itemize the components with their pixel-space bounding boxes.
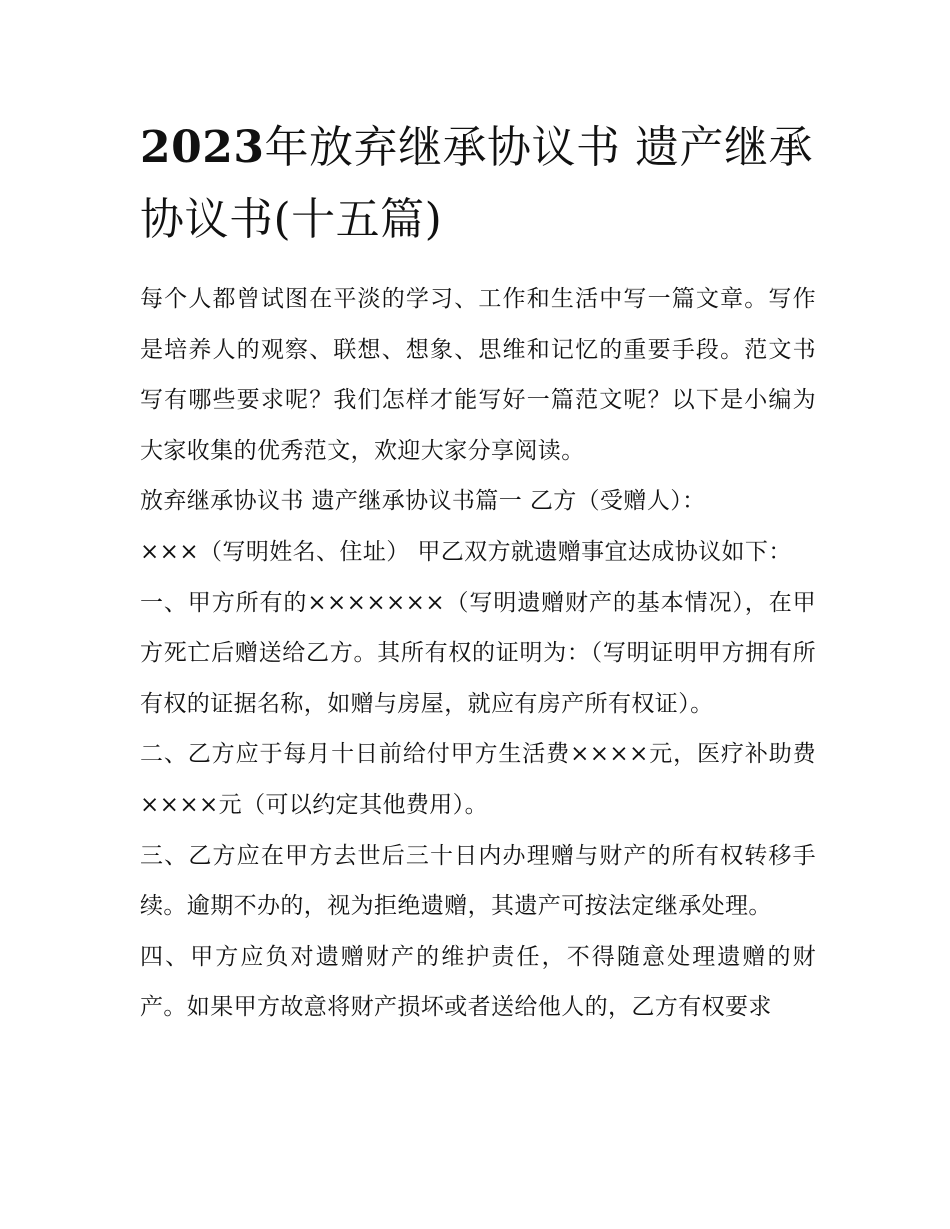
document-title	[140, 112, 816, 256]
title-text: 年放弃继承协议书 遗产继承协议书(十五篇)	[140, 122, 813, 245]
clause-four-paragraph: 四、甲方应负对遗赠财产的维护责任，不得随意处理遗赠的财产。如果甲方故意将财产损坏或者送给他人的，乙方有权要求	[140, 943, 816, 1021]
document-body	[140, 112, 816, 1033]
clause-two-paragraph: 二、乙方应于每月十日前给付甲方生活费××××元，医疗补助费××××元（可以约定其他费用）。	[140, 741, 816, 818]
party-info-paragraph: ×××（写明姓名、住址） 甲乙双方就遗赠事宜达成协议如下：	[140, 538, 792, 565]
clause-three-paragraph: 三、乙方应在甲方去世后三十日内办理赠与财产的所有权转移手续。逾期不办的，视为拒绝遗赠，其遗产可按法定继承处理。	[140, 842, 816, 920]
section-heading-paragraph: 放弃继承协议书 遗产继承协议书篇一 乙方（受赠人）：	[140, 488, 706, 515]
intro-paragraph: 每个人都曾试图在平淡的学习、工作和生活中写一篇文章。写作是培养人的观察、联想、想象、思维和记忆的重要手段。范文书写有哪些要求呢？我们怎样才能写好一篇范文呢？以下是小编为大家收集的优秀范文，欢迎大家分享阅读。	[140, 286, 816, 464]
title-year: 2023	[140, 122, 265, 173]
clause-one-paragraph: 一、甲方所有的×××××××（写明遗赠财产的基本情况），在甲方死亡后赠送给乙方。其所有权的证明为：（写明证明甲方拥有所有权的证据名称，如赠与房屋，就应有房产所有权证）。	[140, 589, 816, 717]
